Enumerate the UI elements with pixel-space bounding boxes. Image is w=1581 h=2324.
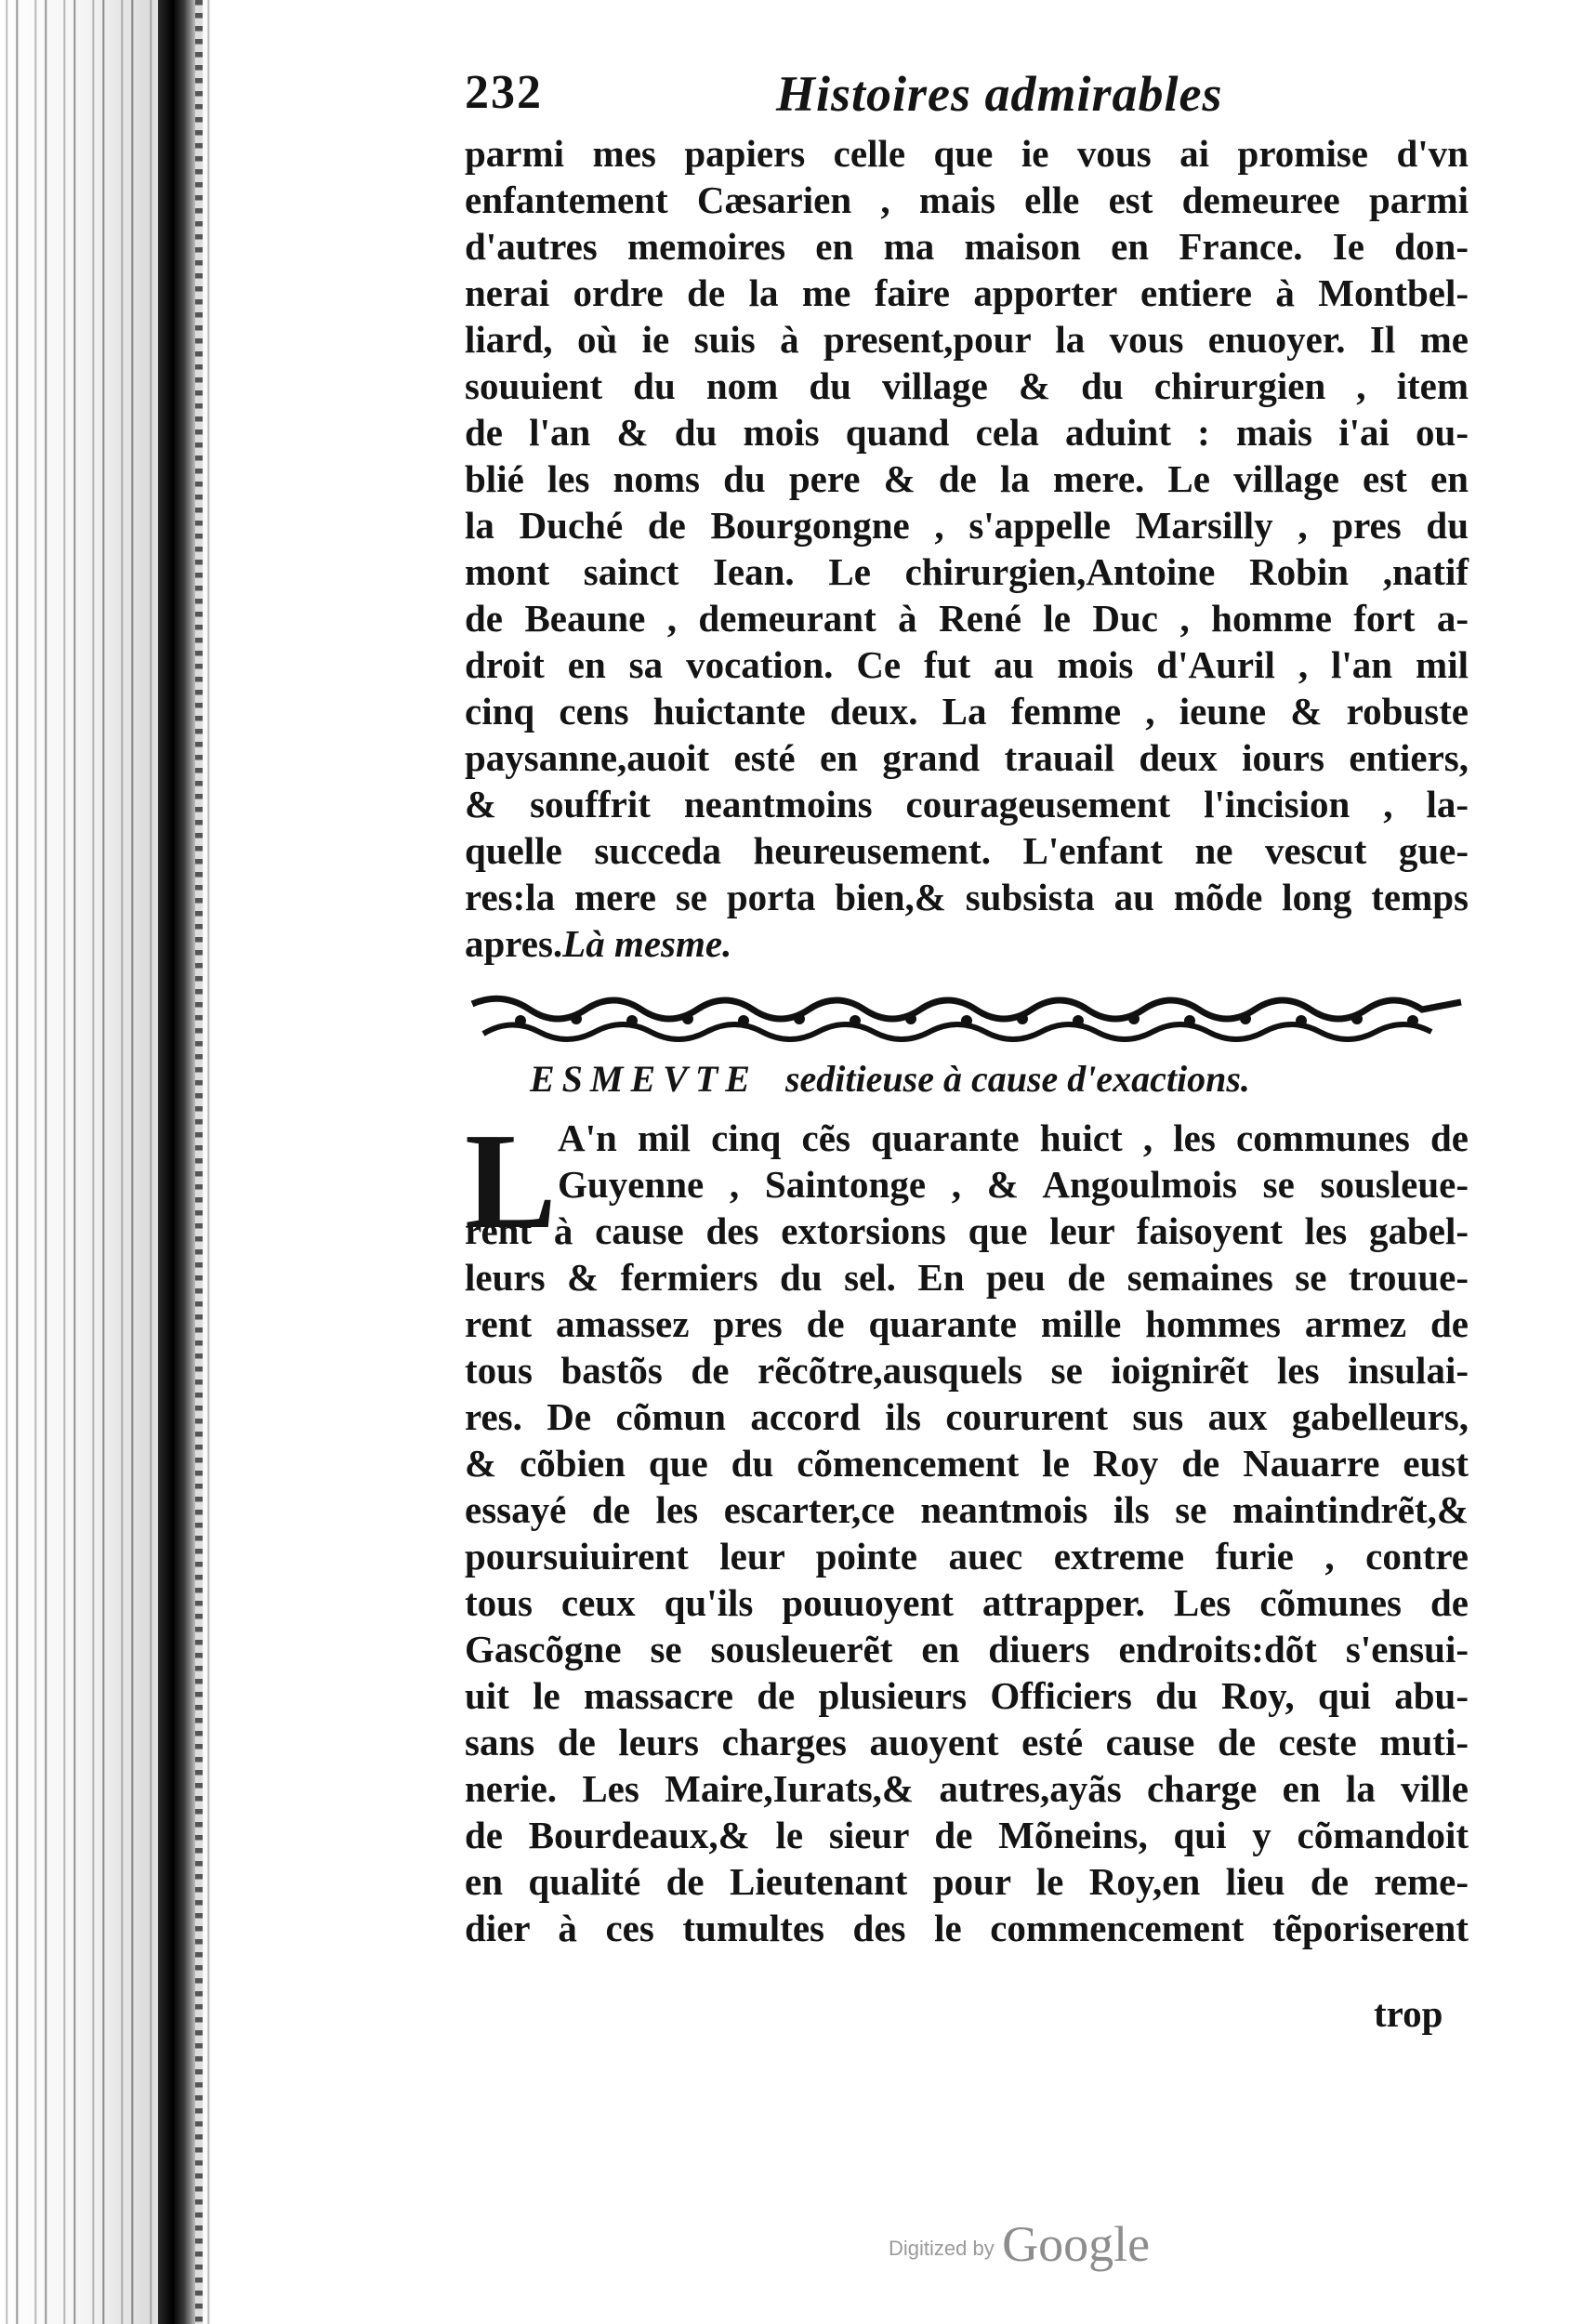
text-line: poursuiuirent leur pointe auec extreme furie , contre: [465, 1535, 1469, 1578]
page-number: 232: [465, 66, 543, 119]
text-line: sans de leurs charges auoyent esté cause de ceste muti-: [465, 1721, 1469, 1763]
text-line: uit le massacre de plusieurs Officiers du Roy, qui abu-: [465, 1674, 1469, 1717]
text-fragment: apres.: [465, 922, 563, 965]
text-line: rent à cause des extorsions que leur faisoyent les gabel-: [465, 1209, 1469, 1252]
text-line: rent amassez pres de quarante mille hommes armez de: [465, 1302, 1469, 1345]
text-line: paysanne,auoit esté en grand trauail deux iours entiers,: [465, 736, 1469, 779]
text-line: Gascõgne se sousleuerẽt en diuers endroits:dõt s'ensui-: [465, 1628, 1469, 1670]
text-line: leurs & fermiers du sel. En peu de semaines se trouue-: [465, 1256, 1469, 1299]
text-line: & cõbien que du cõmencement le Roy de Nauarre eust: [465, 1442, 1469, 1485]
section-heading: [530, 1055, 1469, 1103]
text-line: la Duché de Bourgongne , s'appelle Marsilly , pres du: [465, 504, 1469, 547]
text-line: quelle succeda heureusement. L'enfant ne vescut gue-: [465, 829, 1469, 872]
text-line: droit en sa vocation. Ce fut au mois d'Auril , l'an mil: [465, 643, 1469, 686]
book-binding: [158, 0, 195, 2324]
text-line: enfantement Cæsarien , mais elle est demeuree parmi: [465, 178, 1469, 221]
running-head: [465, 65, 1469, 130]
ornament-band: [465, 989, 1469, 1043]
text-line: tous bastõs de rẽcõtre,ausquels se ioignirẽt les insulai-: [465, 1349, 1469, 1392]
text-line: de l'an & du mois quand cela aduint : mais i'ai ou-: [465, 411, 1469, 454]
text-line: parmi mes papiers celle que ie vous ai promise d'vn: [465, 132, 1469, 175]
section-heading-rest: seditieuse à cause d'exactions.: [784, 1058, 1250, 1100]
text-line: d'autres memoires en ma maison en France. Ie don-: [465, 225, 1469, 268]
paragraph-revolt: [465, 1105, 1469, 1951]
text-line: essayé de les escarter,ce neantmois ils se maintindrẽt,&: [465, 1488, 1469, 1531]
text-line: nerai ordre de la me faire apporter entiere à Montbel-: [465, 271, 1469, 314]
running-title: Histoires admirables: [776, 66, 1223, 122]
text-line: Guyenne , Saintonge , & Angoulmois se sousleue-: [558, 1163, 1469, 1206]
text-line: res:la mere se porta bien,& subsista au mõde long temps: [465, 876, 1469, 918]
text-line-last: [465, 920, 1469, 967]
text-line: res. De cõmun accord ils coururent sus aux gabelleurs,: [465, 1395, 1469, 1438]
text-line: de Bourdeaux,& le sieur de Mõneins, qui y cõmandoit: [465, 1814, 1469, 1856]
section-heading-caps: ESMEVTE: [530, 1058, 758, 1100]
paragraph-cesarean: [465, 130, 1469, 967]
text-line: souuient du nom du village & du chirurgien , item: [465, 364, 1469, 407]
drop-capital: L: [465, 1105, 557, 1258]
text-line: tous ceux qu'ils pouuoyent attrapper. Les cõmunes de: [465, 1581, 1469, 1624]
text-line: dier à ces tumultes des le commencement tẽporiserent: [465, 1907, 1469, 1949]
text-line: cinq cens huictante deux. La femme , ieune & robuste: [465, 690, 1469, 733]
binding-edge: [195, 0, 203, 2324]
text-line: & souffrit neantmoins courageusement l'incision , la-: [465, 783, 1469, 825]
text-line: liard, où ie suis à present,pour la vous enuoyer. Il me: [465, 318, 1469, 361]
text-line: A'n mil cinq cẽs quarante huict , les communes de: [558, 1116, 1469, 1159]
text-line: blié les noms du pere & de la mere. Le village est en: [465, 457, 1469, 500]
digitized-watermark: [889, 2215, 1150, 2273]
book-page: [465, 65, 1469, 1951]
catchword: trop: [1374, 1992, 1443, 2035]
text-line: mont sainct Iean. Le chirurgien,Antoine Robin ,natif: [465, 550, 1469, 593]
text-line: nerie. Les Maire,Iurats,& autres,ayãs charge en la ville: [465, 1767, 1469, 1810]
digitized-by-text: Digitized by: [889, 2237, 995, 2260]
source-citation: Là mesme.: [562, 922, 732, 965]
text-line: de Beaune , demeurant à René le Duc , homme fort a-: [465, 597, 1469, 640]
google-logo: Google: [1002, 2216, 1151, 2272]
text-line: en qualité de Lieutenant pour le Roy,en lieu de reme-: [465, 1860, 1469, 1903]
